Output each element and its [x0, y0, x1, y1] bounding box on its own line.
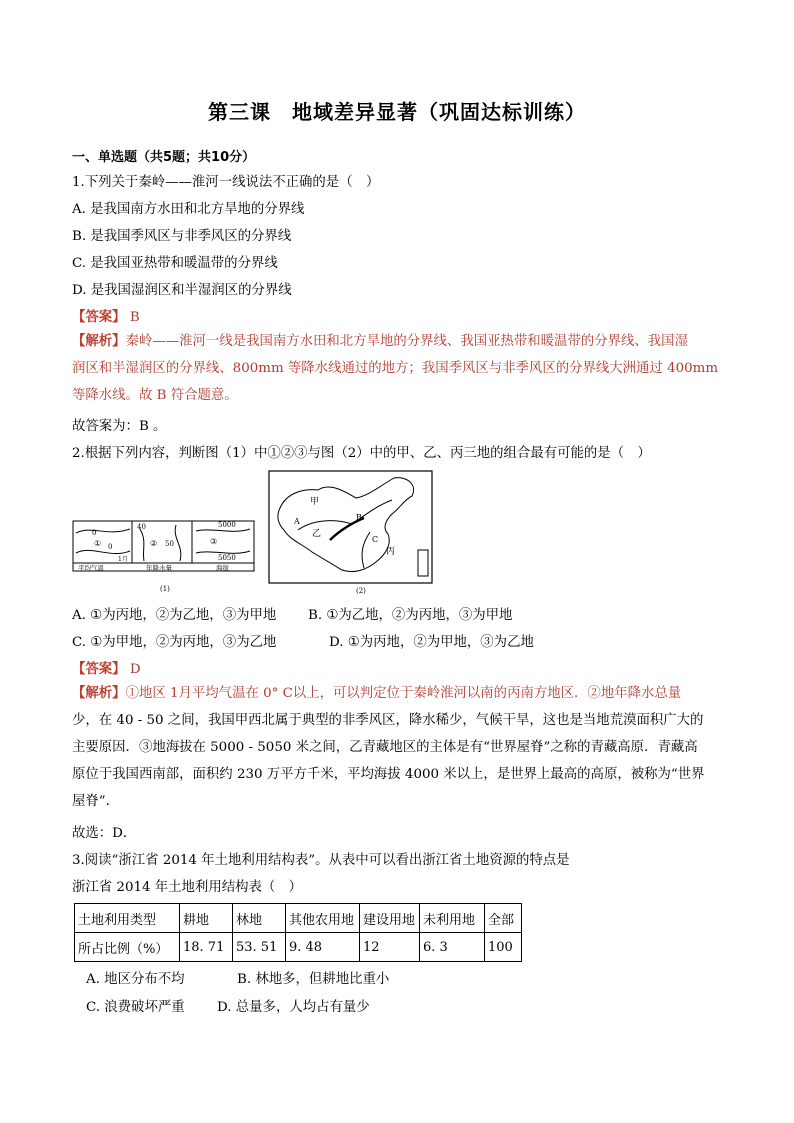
- section-heading: 一、单选题（共5题；共10分）: [72, 150, 256, 165]
- q3-table-title: 浙江省 2014 年土地利用结构表（ ）: [72, 880, 303, 895]
- analysis-line: 润区和半湿润区的分界线、800mm 等降水线通过的地方；我国季风区与非季风区的分界线大洲通过 400mm: [72, 361, 719, 376]
- land-use-table: [74, 903, 522, 962]
- fig1-circled: ②: [150, 539, 158, 548]
- fig1-caption: (1): [160, 585, 170, 593]
- table-cell: 耕地: [180, 904, 233, 933]
- south-sea-inset: [418, 550, 428, 576]
- table-cell: 所占比例（%）: [75, 933, 180, 962]
- q3-option-a: A. 地区分布不均: [86, 972, 185, 987]
- fig1-number: 5000: [218, 521, 236, 529]
- q3-option-d: D. 总量多，人均占有量少: [217, 1000, 370, 1015]
- table-cell: 林地: [233, 904, 286, 933]
- fig2-label: A: [294, 517, 300, 526]
- fig1-isotherm: [76, 529, 130, 533]
- table-cell: 9. 48: [286, 933, 360, 962]
- fig1-contour: [196, 529, 250, 531]
- table-cell: 全部: [485, 904, 522, 933]
- analysis-line: 秦岭——淮河一线是我国南方水田和北方旱地的分界线、我国亚热带和暖温带的分界线、我国湿: [125, 334, 688, 349]
- table-cell: 6. 3: [420, 933, 485, 962]
- analysis-tag: 【解析】: [72, 333, 126, 349]
- q2-option-d: D. ①为丙地，②为甲地，③为乙地: [329, 635, 534, 650]
- fig1-number: 5050: [218, 554, 236, 562]
- fig1-circled: ①: [94, 539, 102, 548]
- fig1-number: 50: [165, 540, 174, 548]
- fig2-label: C: [372, 535, 379, 544]
- analysis-tag: 【解析】: [72, 685, 126, 701]
- q3-option-c: C. 浪费破坏严重: [86, 1000, 185, 1015]
- q1-option-d: D. 是我国湿润区和半湿润区的分界线: [72, 283, 292, 298]
- table-cell: 未利用地: [420, 904, 485, 933]
- q1-analysis: [72, 328, 727, 409]
- fig1-isohyet: [175, 525, 181, 561]
- q1-option-a: A. 是我国南方水田和北方旱地的分界线: [72, 202, 305, 217]
- analysis-line: ①地区 1月平均气温在 0° C以上，可以判定位于秦岭淮河以南的丙南方地区．②地年降水总量: [125, 686, 682, 701]
- fig1-circled: ③: [210, 537, 218, 546]
- table-cell: 12: [360, 933, 420, 962]
- answer-tag: 【答案】: [72, 661, 126, 677]
- q3-stem: 3.阅读“浙江省 2014 年土地利用结构表”。从表中可以看出浙江省土地资源的特点是: [72, 853, 570, 868]
- fig2-frame: [269, 471, 432, 583]
- fig1-number: 0: [108, 543, 113, 551]
- fig1-isotherm: [76, 550, 130, 553]
- q1-stem: 1.下列关于秦岭——淮河一线说法不正确的是（ ）: [72, 175, 380, 190]
- q3-option-b: B. 林地多，但耕地比重小: [237, 972, 390, 987]
- table-cell: 建设用地: [360, 904, 420, 933]
- answer-value: B: [129, 310, 140, 325]
- fig1-label: 平均气温: [78, 564, 104, 572]
- q2-option-a: A. ①为丙地，②为乙地，③为甲地: [72, 608, 277, 623]
- answer-value: D: [129, 662, 141, 677]
- q2-stem: 2.根据下列内容，判断图（1）中①②③与图（2）中的甲、乙、丙三地的组合最有可能的是（ ）: [72, 446, 651, 461]
- fig1-contour: [196, 551, 250, 553]
- fig2-label: 丙: [386, 547, 396, 557]
- answer-tag: 【答案】: [72, 309, 126, 325]
- q1-answer: [72, 306, 140, 325]
- fig2-caption: (2): [356, 587, 366, 595]
- table-cell: 18. 71: [180, 933, 233, 962]
- fig2-label: 甲: [310, 497, 320, 507]
- figure-1-charts: [72, 515, 257, 600]
- table-cell: 100: [485, 933, 522, 962]
- fig1-number: 40: [137, 523, 146, 531]
- fig1-label: 海拔: [216, 564, 229, 572]
- figure-2-map: [268, 470, 434, 596]
- fig1-number: 0: [92, 529, 97, 537]
- table-cell: 土地利用类型: [75, 904, 180, 933]
- q1-option-c: C. 是我国亚热带和暖温带的分界线: [72, 256, 278, 271]
- fig2-label: B: [356, 513, 362, 522]
- q2-conclusion: 故选：D．: [72, 826, 137, 841]
- q2-analysis: [72, 680, 727, 815]
- analysis-line: 等降水线。故 B 符合题意。: [72, 388, 238, 403]
- q2-option-c: C. ①为甲地，②为丙地，③为乙地: [72, 635, 277, 650]
- analysis-line: 屋脊”．: [72, 794, 120, 809]
- q1-option-b: B. 是我国季风区与非季风区的分界线: [72, 229, 292, 244]
- fig1-month: 1月: [118, 556, 128, 563]
- q2-option-b: B. ①为乙地，②为丙地，③为甲地: [308, 608, 513, 623]
- fig1-label: 年降水量: [146, 564, 172, 572]
- page-title: 第三课 地域差异显著（巩固达标训练）: [208, 100, 586, 124]
- fig2-label: 乙: [312, 529, 322, 539]
- table-cell: 53. 51: [233, 933, 286, 962]
- table-header-row: [75, 904, 522, 933]
- analysis-line: 主要原因．③地海拔在 5000 - 5050 米之间，乙青藏地区的主体是有“世界屋脊”之称的青藏高原．青藏高: [72, 740, 698, 755]
- table-row: [75, 933, 522, 962]
- fig1-isohyet: [140, 529, 144, 561]
- q2-answer: [72, 658, 141, 677]
- table-cell: 其他农用地: [286, 904, 360, 933]
- analysis-line: 原位于我国西南部，面积约 230 万平方千米，平均海拔 4000 米以上，是世界上最高的高原，被称为“世界: [72, 767, 705, 782]
- fig2-boundary: [362, 532, 370, 568]
- analysis-line: 少，在 40 - 50 之间，我国甲西北属于典型的非季风区，降水稀少，气候干旱，这也是当地荒漠面积广大的: [72, 713, 704, 728]
- q1-conclusion: 故答案为：B 。: [72, 419, 167, 434]
